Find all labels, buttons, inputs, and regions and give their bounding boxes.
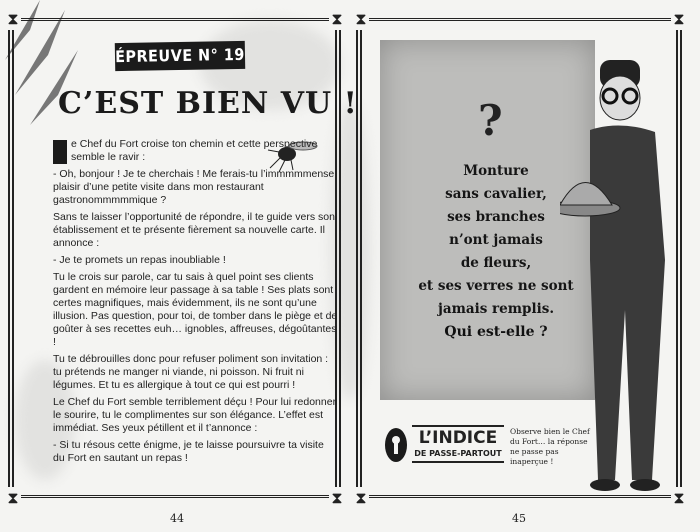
paragraph: - Oh, bonjour ! Je te cherchais ! Me ferais-tu l’immmmmense plaisir d’une petite visite dans mon restaurant gastronommmmmique ? <box>53 168 335 206</box>
hint-text: Observe bien le Chef du Fort… la réponse ne passe pas inaperçue ! <box>510 427 590 466</box>
riddle-line: Monture <box>463 163 529 179</box>
hint-subtitle: DE PASSE-PARTOUT <box>414 449 502 458</box>
hourglass-icon: ⧗ <box>5 487 21 509</box>
story-text <box>53 138 338 469</box>
paragraph: Le Chef du Fort semble terriblement déçu ! Pour lui redonner le sourire, tu le complimentes sur son élégance. L’effet est immédiat. Ses yeux pétillent et il t’annonce : <box>53 396 337 434</box>
hourglass-icon: ⧗ <box>329 8 345 30</box>
paragraph: e Chef du Fort croise ton chemin et cette perspective semble le ravir : <box>71 138 318 163</box>
riddle-line: ses branches <box>447 209 545 225</box>
riddle-line: de fleurs, <box>460 255 532 271</box>
page-title: C’EST BIEN VU ! <box>58 86 358 121</box>
riddle-line: sans cavalier, <box>445 186 547 202</box>
challenge-badge: ÉPREUVE N° 19 <box>115 41 245 71</box>
hourglass-icon: ⧗ <box>353 487 369 509</box>
page-number: 44 <box>170 512 184 525</box>
question-mark: ? <box>478 96 503 145</box>
hourglass-icon: ⧗ <box>5 8 21 30</box>
paragraph: - Je te promets un repas inoubliable ! <box>53 254 226 266</box>
paragraph: - Si tu résous cette énigme, je te laisse poursuivre ta visite du Fort en sautant un repas ! <box>53 439 324 464</box>
hint-title: L’INDICE <box>418 428 498 448</box>
riddle-line: jamais remplis. <box>437 301 555 317</box>
riddle-line: n’ont jamais <box>449 232 543 248</box>
page-number: 45 <box>512 512 526 525</box>
paragraph: Sans te laisser l’opportunité de répondre, il te guide vers son établissement et te présente fièrement sa nouvelle carte. Il annonce : <box>53 211 335 249</box>
riddle-line: et ses verres ne sont <box>418 278 574 294</box>
hourglass-icon: ⧗ <box>329 487 345 509</box>
paragraph: Tu te débrouilles donc pour refuser poliment son invitation : tu prétends ne manger ni viande, ni poisson. Ni fruit ni légumes. Et tu es allergique à tout ce qui est pourri ! <box>53 353 329 391</box>
keyhole-icon <box>384 427 408 463</box>
hourglass-icon: ⧗ <box>671 487 687 509</box>
riddle-question: Qui est-elle ? <box>444 324 548 340</box>
hourglass-icon: ⧗ <box>671 8 687 30</box>
drop-cap-letter <box>53 140 67 164</box>
hourglass-icon: ⧗ <box>353 8 369 30</box>
paragraph: Tu le crois sur parole, car tu sais à quel point ses clients gardent en mémoire leur passage à sa table ! Ses plats sont certes magnifiques, mais évidemment, ils ne sont qu’une illusion. Pas question, pour toi, de tomber dans le piège et de goûter à ses recettes euh… ignobles, affreuses, dégoûtantes ! <box>53 271 338 348</box>
